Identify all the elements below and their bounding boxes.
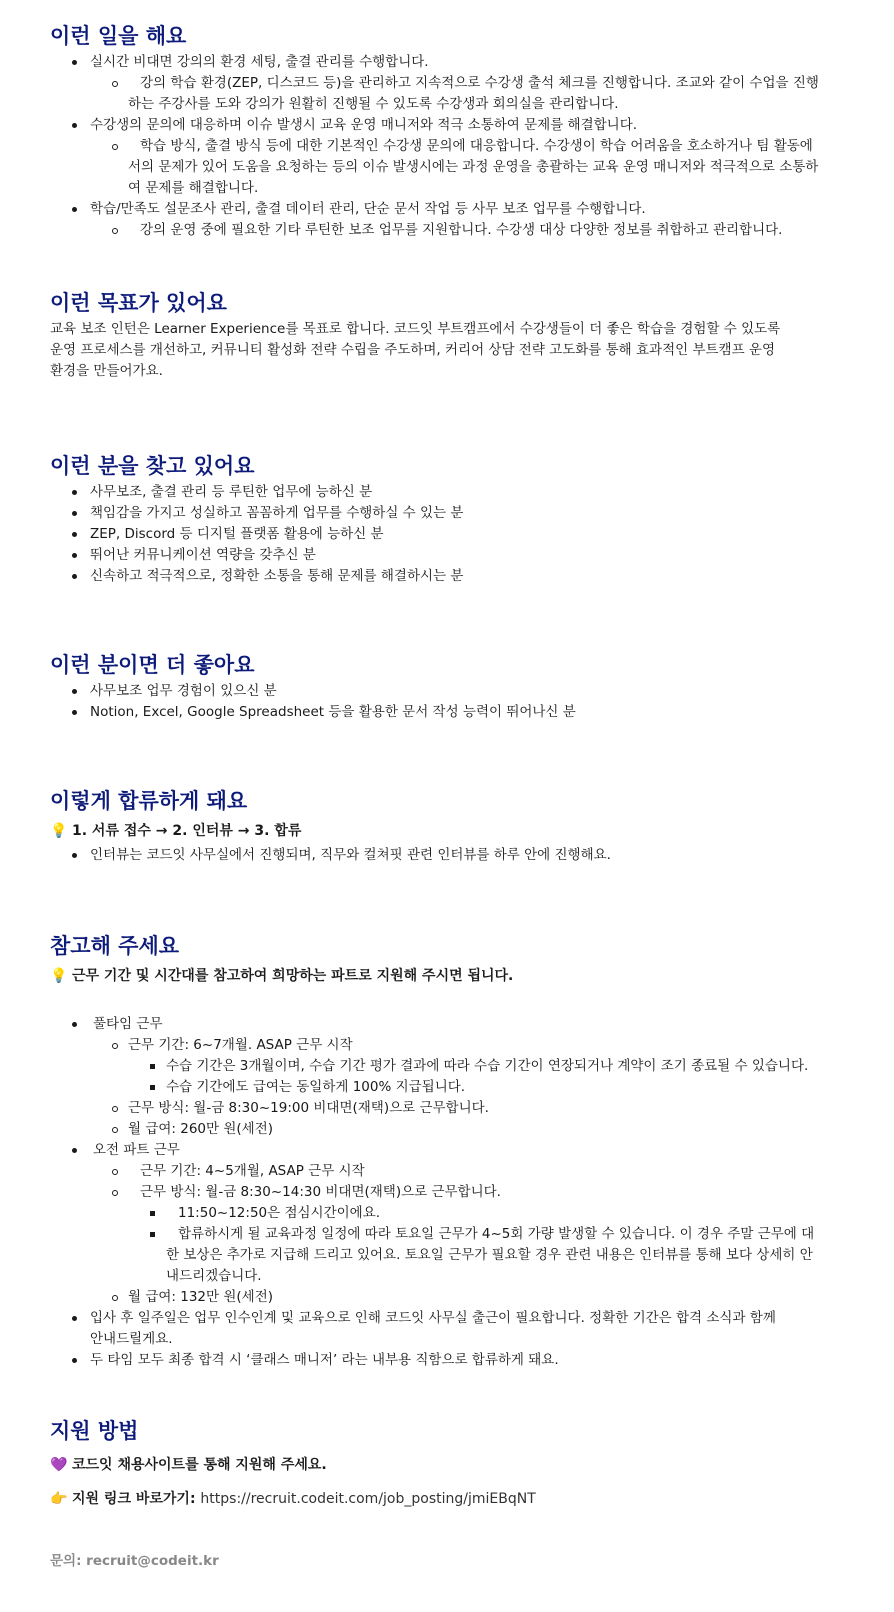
notes-callout xyxy=(50,964,820,988)
process-steps: 1. 서류 접수 → 2. 인터뷰 → 3. 합류 xyxy=(72,823,302,839)
apply-link[interactable]: https://recruit.codeit.com/job_posting/jmiEBqNT xyxy=(200,1491,536,1507)
list-item: 입사 후 일주일은 업무 인수인계 및 교육으로 인해 코드잇 사무실 출근이 필요합니다. 정확한 기간은 합격 소식과 함께 안내드릴게요. xyxy=(50,1308,790,1350)
section-title-apply: 지원 방법 xyxy=(50,1419,139,1443)
list-item-text: 오전 파트 근무 xyxy=(93,1142,180,1158)
list-item xyxy=(90,1161,820,1182)
list-item-text: 수강생의 문의에 대응하며 이슈 발생시 교육 운영 매니저와 적극 소통하여 문제를 해결합니다. xyxy=(90,117,638,133)
list-item xyxy=(50,199,820,241)
list-item xyxy=(90,136,820,199)
duties-list xyxy=(50,52,820,241)
list-item xyxy=(128,1203,820,1224)
list-item-text: 11:50~12:50은 점심시간이에요. xyxy=(178,1205,381,1221)
list-item-text: 풀타임 근무 xyxy=(93,1016,163,1032)
list-item xyxy=(90,220,820,241)
pointing-hand-icon: 👉 xyxy=(50,1491,68,1507)
preferred-list xyxy=(50,681,820,723)
notes-callout-text: 근무 기간 및 시간대를 참고하여 희망하는 파트로 지원해 주시면 됩니다. xyxy=(72,968,514,984)
list-item xyxy=(50,52,820,115)
section-title-preferred: 이런 분이면 더 좋아요 xyxy=(50,653,255,677)
apply-link-label: 지원 링크 바로가기: xyxy=(72,1491,201,1507)
lightbulb-icon: 💡 xyxy=(50,823,68,839)
work-types-list xyxy=(50,1014,820,1371)
list-item xyxy=(90,1182,820,1287)
list-item-text: 합류하시게 될 교육과정 일정에 따라 토요일 근무가 4~5회 가량 발생할 수 있습니다. 이 경우 주말 근무에 대한 보상은 추가로 지급해 드리고 있어요. 토요일 근무가 필요할 경우 관련 내용은 인터뷰를 통해 보다 상세히 안내드리겠습니다. xyxy=(166,1226,815,1284)
list-item-fulltime xyxy=(50,1014,820,1140)
requirements-list xyxy=(50,482,820,587)
list-item: 월 급여: 132만 원(세전) xyxy=(90,1287,820,1308)
list-item: 뛰어난 커뮤니케이션 역량을 갖추신 분 xyxy=(50,545,820,566)
purple-heart-icon: 💜 xyxy=(50,1457,68,1473)
list-item xyxy=(90,73,820,115)
list-item-text: 근무 기간: 4~5개월, ASAP 근무 시작 xyxy=(140,1163,365,1179)
list-item-text: 실시간 비대면 강의의 환경 세팅, 출결 관리를 수행합니다. xyxy=(90,54,429,70)
section-title-notes: 참고해 주세요 xyxy=(50,934,180,958)
list-item: Notion, Excel, Google Spreadsheet 등을 활용한 문서 작성 능력이 뛰어나신 분 xyxy=(50,702,820,723)
list-item-text: 강의 학습 환경(ZEP, 디스코드 등)을 관리하고 지속적으로 수강생 출석 체크를 진행합니다. 조교와 같이 수업을 진행하는 주강사를 도와 강의가 원활히 진행될 수 있도록 수강생과 회의실을 관리합니다. xyxy=(128,75,819,112)
list-item: 수습 기간은 3개월이며, 수습 기간 평가 결과에 따라 수습 기간이 연장되거나 계약이 조기 종료될 수 있습니다. xyxy=(128,1056,820,1077)
list-item-text: 학습/만족도 설문조사 관리, 출결 데이터 관리, 단순 문서 작업 등 사무 보조 업무를 수행합니다. xyxy=(90,201,646,217)
list-item: 수습 기간에도 급여는 동일하게 100% 지급됩니다. xyxy=(128,1077,820,1098)
apply-link-row xyxy=(50,1487,820,1511)
list-item xyxy=(90,1035,820,1098)
process-list xyxy=(50,845,820,866)
list-item xyxy=(128,1224,820,1287)
apply-callout xyxy=(50,1453,820,1477)
list-item: 근무 방식: 월-금 8:30~19:00 비대면(재택)으로 근무합니다. xyxy=(90,1098,820,1119)
apply-text: 코드잇 채용사이트를 통해 지원해 주세요. xyxy=(72,1457,327,1473)
list-item: ZEP, Discord 등 디지털 플랫폼 활용에 능하신 분 xyxy=(50,524,820,545)
section-title-goals: 이런 목표가 있어요 xyxy=(50,291,227,315)
section-title-looking-for: 이런 분을 찾고 있어요 xyxy=(50,454,255,478)
list-item-text: 근무 방식: 월-금 8:30~14:30 비대면(재택)으로 근무합니다. xyxy=(140,1184,501,1200)
list-item: 사무보조, 출결 관리 등 루틴한 업무에 능하신 분 xyxy=(50,482,820,503)
list-item: 인터뷰는 코드잇 사무실에서 진행되며, 직무와 컬쳐핏 관련 인터뷰를 하루 안에 진행해요. xyxy=(50,845,820,866)
list-item: 책임감을 가지고 성실하고 꼼꼼하게 업무를 수행하실 수 있는 분 xyxy=(50,503,820,524)
section-title-duties: 이런 일을 해요 xyxy=(50,24,187,48)
list-item: 사무보조 업무 경험이 있으신 분 xyxy=(50,681,820,702)
job-posting xyxy=(50,20,820,1572)
list-item: 신속하고 적극적으로, 정확한 소통을 통해 문제를 해결하시는 분 xyxy=(50,566,820,587)
list-item: 두 타임 모두 최종 합격 시 ‘클래스 매니저’ 라는 내부용 직함으로 합류하게 돼요. xyxy=(50,1350,820,1371)
section-title-process: 이렇게 합류하게 돼요 xyxy=(50,789,248,813)
list-item-text: 학습 방식, 출결 방식 등에 대한 기본적인 수강생 문의에 대응합니다. 수강생이 학습 어려움을 호소하거나 팀 활동에서의 문제가 있어 도움을 요청하는 등의 이슈 발생시에는 과정 운영을 총괄하는 교육 운영 매니저와 적극적으로 소통하여 문제를 해결합니다. xyxy=(128,138,819,196)
list-item-text: 강의 운영 중에 필요한 기타 루틴한 보조 업무를 지원합니다. 수강생 대상 다양한 정보를 취합하고 관리합니다. xyxy=(140,222,783,238)
list-item-morning xyxy=(50,1140,820,1308)
process-callout xyxy=(50,819,820,843)
contact-text: 문의: recruit@codeit.kr xyxy=(50,1553,219,1569)
list-item xyxy=(50,115,820,199)
lightbulb-icon: 💡 xyxy=(50,968,68,984)
list-item-text: 근무 기간: 6~7개월. ASAP 근무 시작 xyxy=(128,1037,353,1053)
list-item: 월 급여: 260만 원(세전) xyxy=(90,1119,820,1140)
goals-paragraph: 교육 보조 인턴은 Learner Experience를 목표로 합니다. 코드잇 부트캠프에서 수강생들이 더 좋은 학습을 경험할 수 있도록 운영 프로세스를 개선하고, 커뮤니티 활성화 전략 수립을 주도하며, 커리어 상담 전략 고도화를 통해 효과적인 부트캠프 운영 환경을 만들어가요. xyxy=(50,321,781,379)
